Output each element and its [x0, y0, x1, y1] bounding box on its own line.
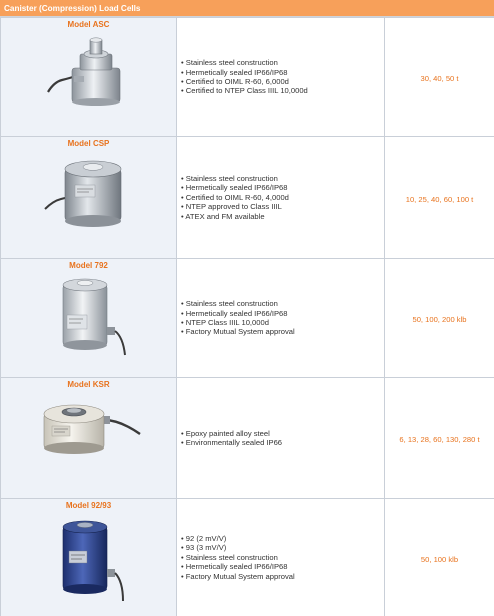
- load-cell-asc-image: [44, 30, 134, 114]
- feature-list: [177, 174, 384, 221]
- model-cell: [1, 499, 177, 616]
- model-cell: [1, 137, 177, 259]
- table-row: [1, 137, 494, 259]
- features-cell: [177, 499, 385, 616]
- feature-item: • Epoxy painted alloy steel: [181, 429, 384, 438]
- feature-item: • Certified to NTEP Class IIIL 10,000d: [181, 86, 384, 95]
- model-cell: [1, 18, 177, 137]
- model-cell: [1, 378, 177, 499]
- feature-item: • Hermetically sealed IP66/IP68: [181, 183, 384, 192]
- feature-item: • Stainless steel construction: [181, 299, 384, 308]
- feature-item: • Stainless steel construction: [181, 58, 384, 67]
- table-row: [1, 18, 494, 137]
- feature-item: • 93 (3 mV/V): [181, 543, 384, 552]
- table-row: [1, 378, 494, 499]
- table-row: [1, 259, 494, 378]
- feature-list: [177, 299, 384, 337]
- capacity-value: 30, 40, 50 t: [420, 74, 459, 83]
- capacity-value: 50, 100 klb: [420, 554, 459, 564]
- feature-item: • 92 (2 mV/V): [181, 534, 384, 543]
- feature-item: • Stainless steel construction: [181, 553, 384, 562]
- model-name: Model ASC: [67, 20, 110, 29]
- feature-item: • Hermetically sealed IP66/IP68: [181, 68, 384, 77]
- load-cell-csp-image: [39, 149, 139, 239]
- capacity-cell: [385, 137, 494, 259]
- feature-item: • Factory Mutual System approval: [181, 572, 384, 581]
- load-cell-792-image: [49, 271, 129, 367]
- feature-list: [177, 534, 384, 581]
- feature-item: • Hermetically sealed IP66/IP68: [181, 562, 384, 571]
- capacity-value: 6, 13, 28, 60, 130, 280 t: [399, 435, 480, 444]
- feature-item: • Factory Mutual System approval: [181, 327, 384, 336]
- feature-item: • NTEP approved to Class IIIL: [181, 202, 384, 211]
- feature-list: [177, 429, 384, 448]
- capacity-cell: [385, 18, 494, 137]
- feature-item: • Certified to OIML R-60, 4,000d: [181, 193, 384, 202]
- section-title: Canister (Compression) Load Cells: [0, 0, 494, 17]
- capacity-cell: [385, 499, 494, 616]
- feature-item: • Hermetically sealed IP66/IP68: [181, 309, 384, 318]
- features-cell: [177, 18, 385, 137]
- load-cell-92-93-image: [49, 511, 129, 607]
- features-cell: [177, 259, 385, 378]
- model-name: Model CSP: [67, 139, 110, 148]
- capacity-cell: [385, 259, 494, 378]
- features-cell: [177, 378, 385, 499]
- feature-item: • Environmentally sealed IP66: [181, 438, 384, 447]
- table-row: [1, 499, 494, 616]
- capacity-value: 10, 25, 40, 60, 100 t: [405, 194, 474, 204]
- feature-item: • Stainless steel construction: [181, 174, 384, 183]
- feature-list: [177, 58, 384, 96]
- feature-item: • NTEP Class IIIL 10,000d: [181, 318, 384, 327]
- model-name: Model KSR: [67, 380, 110, 389]
- capacity-value: 50, 100, 200 klb: [412, 315, 467, 324]
- feature-item: • ATEX and FM available: [181, 212, 384, 221]
- model-name: Model 92/93: [65, 501, 112, 510]
- model-cell: [1, 259, 177, 378]
- load-cell-ksr-image: [34, 390, 144, 470]
- feature-item: • Certified to OIML R-60, 6,000d: [181, 77, 384, 86]
- capacity-cell: [385, 378, 494, 499]
- model-name: Model 792: [69, 261, 108, 270]
- load-cell-table: [0, 17, 494, 616]
- features-cell: [177, 137, 385, 259]
